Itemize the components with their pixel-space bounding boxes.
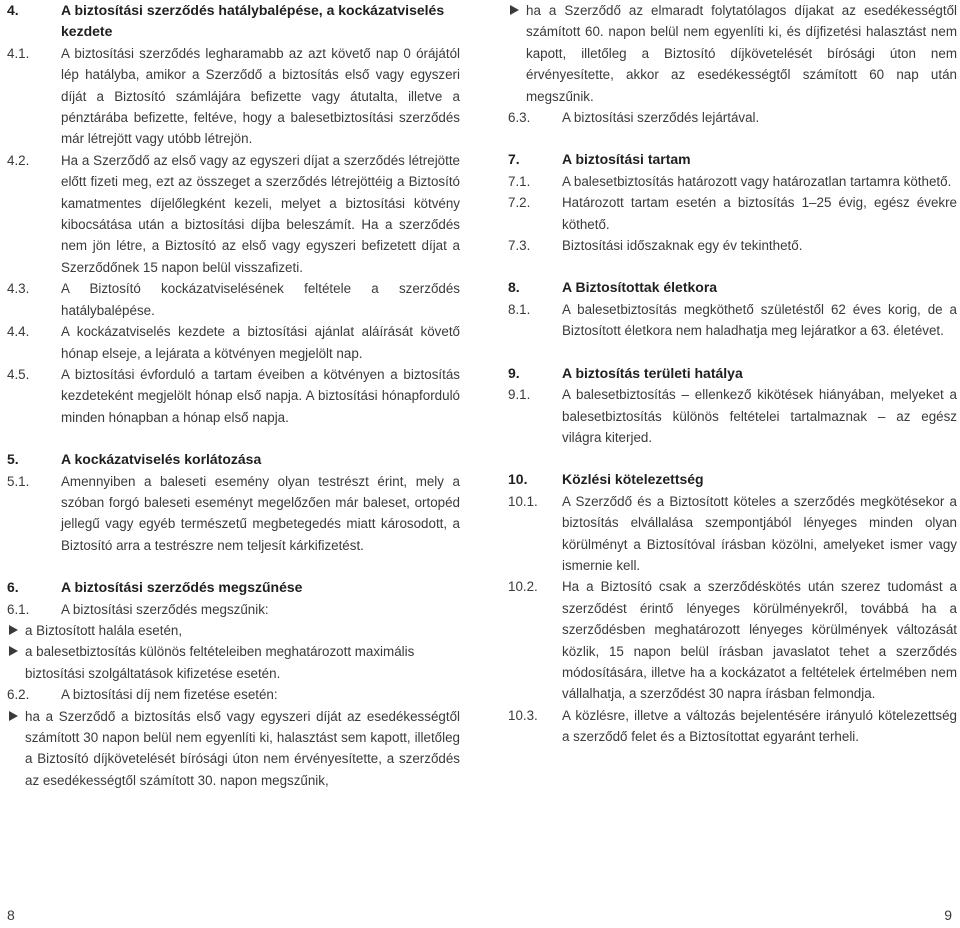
- clause-text: A kockázatviselés kezdete a biztosítási ajánlat aláírását követő hónap elseje, a lejárata a kötvényen megjelölt nap.: [61, 324, 460, 361]
- page-number-left: 8: [7, 906, 15, 923]
- clause-4-3: [7, 278, 460, 321]
- clause-4-4: [7, 321, 460, 364]
- clause-8-1: [508, 299, 957, 342]
- section-number: 10.: [508, 471, 528, 488]
- bullet-text: a balesetbiztosítás különös feltételeiben meghatározott maximális biztosítási szolgáltatások kifizetése esetén.: [25, 644, 415, 681]
- clause-number: 6.2.: [7, 687, 30, 703]
- bullet-text: ha a Szerződő a biztosítás első vagy egyszeri díját az esedékességtől számított 30 napon belül nem egyenlíti ki, halasztást sem kapott, illetőleg a Biztosító díjkövetelését bírósági úton nem érvényesítette, a szerződés az esedékességtől számított 30. napon megszűnik,: [25, 708, 460, 788]
- clause-text: Amennyiben a baleseti esemény olyan testrészt érint, mely a szóban forgó baleseti eseményt megelőzően már baleset, ortopéd jellegű vagy egyéb természetű megbetegedés miatt károsodott, a Biztosító arra a testrészre nem teljesít kárkifizetést.: [61, 473, 460, 553]
- clause-number: 9.1.: [508, 387, 531, 403]
- section-title: A biztosítási tartam: [562, 151, 691, 168]
- section-title: Közlési kötelezettség: [562, 471, 704, 488]
- left-column: [7, 0, 460, 791]
- clause-4-2: [7, 150, 460, 278]
- clause-number: 4.1.: [7, 45, 30, 61]
- clause-4-5: [7, 364, 460, 428]
- clause-6-2: [7, 684, 460, 705]
- section-10-heading: [508, 469, 957, 490]
- bullet-item: [7, 641, 460, 684]
- clause-number: 4.3.: [7, 281, 30, 297]
- section-number: 5.: [7, 451, 19, 468]
- clause-text: A balesetbiztosítás megköthető születéstől 62 éves korig, de a Biztosított életkora nem haladhatja meg lejáratkor a 63. életévet.: [562, 301, 957, 339]
- clause-number: 6.1.: [7, 601, 30, 617]
- clause-7-3: [508, 235, 957, 256]
- section-title: A kockázatviselés korlátozása: [61, 451, 262, 468]
- clause-number: 8.1.: [508, 301, 531, 317]
- bullet-text: a Biztosított halála esetén,: [25, 622, 183, 638]
- clause-6-1: [7, 599, 460, 620]
- clause-number: 10.1.: [508, 493, 538, 509]
- clause-text: A biztosítási szerződés legharamabb az azt követő nap 0 órájától lép hatályba, amikor a Szerződő a biztosítás első vagy egyszeri díját a Biztosító számlájára befizette vagy átutalta, illetve a pénztárába befizette, feltéve, hogy a balesetbiztosítási szerződés már létrejött vagy utóbb létrejön.: [61, 45, 460, 147]
- section-number: 7.: [508, 151, 520, 168]
- bullet-item: [508, 0, 957, 107]
- clause-number: 4.4.: [7, 324, 30, 340]
- section-number: 8.: [508, 279, 520, 296]
- section-4-heading: [7, 0, 460, 43]
- section-6-heading: [7, 577, 460, 598]
- triangle-bullet-icon: [9, 646, 18, 656]
- clause-text: A balesetbiztosítás határozott vagy határozatlan tartamra köthető.: [562, 173, 952, 189]
- clause-10-2: [508, 576, 957, 704]
- clause-text: A balesetbiztosítás – ellenkező kikötések hiányában, melyeket a balesetbiztosítás különös feltételei tartalmaznak – az egész világra kiterjed.: [562, 387, 957, 445]
- clause-6-3: [508, 107, 957, 128]
- clause-text: A biztosítási szerződés lejártával.: [562, 110, 760, 126]
- clause-7-1: [508, 171, 957, 192]
- clause-7-2: [508, 192, 957, 235]
- section-5-heading: [7, 449, 460, 470]
- clause-10-3: [508, 705, 957, 748]
- clause-10-1: [508, 491, 957, 577]
- clause-number: 10.2.: [508, 579, 538, 595]
- clause-number: 4.5.: [7, 366, 30, 382]
- bullet-item: [7, 620, 460, 641]
- section-title: A Biztosítottak életkora: [562, 279, 718, 296]
- section-number: 4.: [7, 2, 19, 18]
- clause-5-1: [7, 471, 460, 557]
- clause-9-1: [508, 384, 957, 448]
- clause-number: 6.3.: [508, 110, 531, 126]
- clause-text: Határozott tartam esetén a biztosítás 1–25 évig, egész évekre köthető.: [562, 195, 957, 232]
- clause-text: A Szerződő és a Biztosított köteles a szerződés megkötésekor a biztosítás elvállalása szempontjából lényeges minden olyan körülményt a Biztosítóval írásban közölni, amelyeket ismer vagy ismernie kell.: [562, 493, 957, 573]
- clause-number: 4.2.: [7, 152, 30, 168]
- clause-text: A biztosítási évforduló a tartam éveiben a kötvényen a biztosítás kezdeteként megjelölt hónap első napja. A biztosítási hónapforduló minden hónapban a hónap első napja.: [61, 366, 460, 425]
- section-number: 6.: [7, 579, 19, 596]
- clause-text: A biztosítási szerződés megszűnik:: [61, 601, 269, 617]
- right-column: [508, 0, 957, 748]
- section-8-heading: [508, 277, 957, 298]
- bullet-text: ha a Szerződő az elmaradt folytatólagos díjakat az esedékességtől számított 60. napon belül nem egyenlíti ki, és díjfizetési halasztást nem kapott, illetőleg a Biztosító díjkövetelését bírósági úton nem érvényesítette, akkor az esedékességtől számított 60 nap után megszűnik.: [526, 3, 957, 104]
- clause-number: 7.3.: [508, 238, 531, 254]
- bullet-item: [7, 706, 460, 792]
- clause-number: 7.1.: [508, 173, 531, 189]
- clause-text: Biztosítási időszaknak egy év tekinthető.: [562, 238, 803, 254]
- clause-text: A biztosítási díj nem fizetése esetén:: [61, 687, 278, 703]
- clause-text: A közlésre, illetve a változás bejelentésére irányuló kötelezettség a szerződő felet és a Biztosítottat egyaránt terheli.: [562, 707, 957, 745]
- clause-number: 7.2.: [508, 195, 531, 211]
- triangle-bullet-icon: [510, 5, 519, 15]
- section-title: A biztosítási szerződés megszűnése: [61, 579, 303, 596]
- clause-number: 5.1.: [7, 473, 30, 489]
- section-9-heading: [508, 363, 957, 384]
- page-number-right: 9: [944, 906, 952, 923]
- section-7-heading: [508, 149, 957, 170]
- clause-text: A Biztosító kockázatviselésének feltétele a szerződés hatálybalépése.: [61, 281, 460, 318]
- section-title: A biztosítási szerződés hatálybalépése, a kockázatviselés kezdete: [61, 2, 445, 40]
- section-title: A biztosítás területi hatálya: [562, 364, 743, 381]
- clause-text: Ha a Szerződő az első vagy az egyszeri díjat a szerződés létrejötte előtt fizeti meg, ezt az összeget a szerződés létrejöttéig a Biztosító kamatmentes díjelőlegként kezeli, melyet a biztosítási kötvény kibocsátása után a biztosítási díjba beleszámít. Ha a szerződés nem jön létre, a Biztosító az első vagy egyszeri befizetett díjat a Szerződőnek 15 napon belül visszafizeti.: [61, 152, 460, 275]
- triangle-bullet-icon: [9, 625, 18, 635]
- section-number: 9.: [508, 364, 520, 381]
- clause-number: 10.3.: [508, 707, 538, 723]
- triangle-bullet-icon: [9, 711, 18, 721]
- clause-text: Ha a Biztosító csak a szerződéskötés után szerez tudomást a szerződést érintő lényeges körülményekről, továbbá ha a szerződésben meghatározott lényeges körülmények változását közlik, 15 napon belül írásban javaslatot tehet a szerződés módosítására, illetve ha a kockázatot a feltételek értelmében nem vállalhatja, a szerződést 30 napra írásban felmondja.: [562, 579, 957, 702]
- clause-4-1: [7, 43, 460, 150]
